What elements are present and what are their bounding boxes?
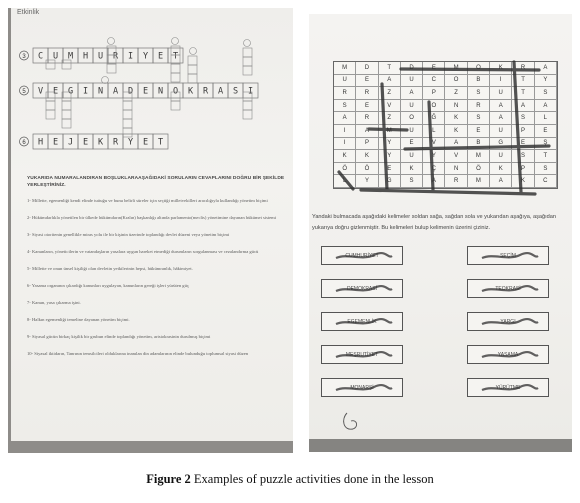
crossword-letter: H bbox=[82, 51, 89, 62]
word-label: SEÇİM bbox=[500, 252, 516, 259]
grid-letter: M bbox=[445, 62, 467, 75]
grid-letter: A bbox=[490, 112, 512, 125]
grid-letter: A bbox=[423, 175, 445, 188]
grid-letter: U bbox=[490, 87, 512, 100]
grid-letter: L bbox=[535, 112, 557, 125]
grid-letter: R bbox=[445, 175, 467, 188]
grid-letter: C bbox=[423, 75, 445, 88]
word-box bbox=[321, 345, 403, 364]
grid-letter: R bbox=[356, 112, 378, 125]
grid-letter: O bbox=[445, 75, 467, 88]
grid-letter: L bbox=[423, 125, 445, 138]
grid-letter: P bbox=[512, 163, 534, 176]
clue-number: 5 bbox=[22, 88, 26, 95]
grid-letter: E bbox=[356, 75, 378, 88]
grid-letter: K bbox=[334, 150, 356, 163]
grid-letter: A bbox=[535, 62, 557, 75]
crossword-letter: S bbox=[232, 86, 239, 97]
grid-letter: A bbox=[512, 100, 534, 113]
grid-letter: I bbox=[334, 125, 356, 138]
crossword-letter: J bbox=[67, 137, 74, 148]
grid-letter: S bbox=[535, 163, 557, 176]
grid-letter: O bbox=[401, 112, 423, 125]
grid-letter: S bbox=[334, 100, 356, 113]
grid-letter: V bbox=[445, 150, 467, 163]
word-label: YASAMA bbox=[497, 351, 519, 358]
grid-letter: R bbox=[356, 87, 378, 100]
grid-letter: P bbox=[423, 87, 445, 100]
word-label: MEŞRUTİYET bbox=[345, 351, 379, 358]
grid-letter: R bbox=[512, 62, 534, 75]
crossword-letter: I bbox=[127, 51, 134, 62]
grid-letter: G bbox=[490, 138, 512, 151]
crossword-letter: E bbox=[157, 51, 164, 62]
grid-letter: E bbox=[535, 125, 557, 138]
question-item: 7- Kanun, yasa çıkarma işini. bbox=[27, 300, 81, 305]
figure-caption bbox=[0, 472, 580, 487]
clue-number: 6 bbox=[22, 139, 26, 146]
word-box bbox=[467, 312, 549, 331]
word-search-instructions: Yandaki bulmacada aşağıdaki kelimeler soldan sağa, sağdan sola ve yukarıdan aşağıya, aşağıdan yukarıya doğru gizlenmiştir. Bu kelimeleri bulup kelimenin üzerini çiziniz. bbox=[312, 214, 557, 231]
word-label: YÜRÜTME bbox=[495, 384, 521, 391]
crossword-letter: C bbox=[37, 51, 44, 62]
grid-letter: E bbox=[401, 138, 423, 151]
grid-letter: M bbox=[468, 150, 490, 163]
grid-letter: B bbox=[468, 75, 490, 88]
grid-letter: P bbox=[512, 125, 534, 138]
grid-letter: R bbox=[334, 87, 356, 100]
grid-letter: Ö bbox=[356, 163, 378, 176]
grid-letter: O bbox=[423, 100, 445, 113]
crossword-letter: N bbox=[157, 86, 164, 97]
grid-letter: A bbox=[334, 112, 356, 125]
grid-letter: O bbox=[468, 62, 490, 75]
grid-letter: D bbox=[356, 62, 378, 75]
word-label: MONARŞİ bbox=[350, 384, 374, 391]
grid-letter: E bbox=[379, 163, 401, 176]
word-label: EGEMENLİK bbox=[347, 318, 377, 325]
grid-letter: S bbox=[468, 87, 490, 100]
word-label: TEOKRASİ bbox=[495, 285, 521, 292]
grid-letter: S bbox=[535, 87, 557, 100]
word-box bbox=[321, 312, 403, 331]
grid-letter: A bbox=[535, 100, 557, 113]
grid-letter: K bbox=[445, 112, 467, 125]
pencil-mark bbox=[339, 409, 379, 437]
grid-letter: B bbox=[468, 138, 490, 151]
grid-letter: M bbox=[379, 125, 401, 138]
grid-letter: S bbox=[512, 112, 534, 125]
grid-letter: Ö bbox=[334, 163, 356, 176]
crossword-letter: T bbox=[172, 51, 179, 62]
crossword-letter: D bbox=[127, 86, 134, 97]
grid-letter: K bbox=[401, 163, 423, 176]
grid-letter: Y bbox=[379, 138, 401, 151]
grid-letter: N bbox=[445, 163, 467, 176]
word-box bbox=[467, 246, 549, 265]
grid-letter: I bbox=[490, 75, 512, 88]
crossword-letter: R bbox=[112, 51, 119, 62]
grid-letter: M bbox=[468, 175, 490, 188]
clue-number: 3 bbox=[22, 53, 26, 60]
grid-letter: U bbox=[334, 75, 356, 88]
grid-letter: Ğ bbox=[423, 112, 445, 125]
grid-letter: Ş bbox=[535, 138, 557, 151]
grid-letter: V bbox=[423, 138, 445, 151]
crossword-letter: E bbox=[52, 86, 59, 97]
grid-letter: G bbox=[379, 175, 401, 188]
grid-letter: Ö bbox=[468, 163, 490, 176]
crossword-letter: V bbox=[37, 86, 44, 97]
crossword-letter: T bbox=[157, 137, 164, 148]
grid-letter: A bbox=[356, 125, 378, 138]
grid-letter: U bbox=[401, 75, 423, 88]
word-box bbox=[321, 378, 403, 397]
grid-letter: Z bbox=[445, 87, 467, 100]
crossword-letter: R bbox=[202, 86, 209, 97]
figure-label: Figure 2 bbox=[146, 472, 191, 486]
word-box bbox=[321, 246, 403, 265]
question-list bbox=[27, 198, 289, 368]
grid-letter: Ç bbox=[423, 163, 445, 176]
grid-letter: K bbox=[356, 150, 378, 163]
crossword-letter: A bbox=[112, 86, 119, 97]
grid-letter: K bbox=[490, 62, 512, 75]
word-box bbox=[321, 279, 403, 298]
grid-letter: U bbox=[401, 150, 423, 163]
grid-letter: K bbox=[512, 175, 534, 188]
question-item: 8- Halkın egemenliği temeline dayanan yönetim biçimi. bbox=[27, 317, 130, 322]
crossword-letter: U bbox=[52, 51, 59, 62]
crossword-letter: Y bbox=[127, 137, 134, 148]
grid-letter: E bbox=[356, 100, 378, 113]
grid-letter: C bbox=[535, 175, 557, 188]
crossword-letter: E bbox=[52, 137, 59, 148]
grid-letter: U bbox=[401, 100, 423, 113]
question-item: 10- Siyasal iktidarın, Tanrının temsilcileri olduklarına inanılan din adamlarının elinde bulunduğu toplumsal siyasi düzen bbox=[27, 351, 249, 356]
crossword-letter: K bbox=[97, 137, 104, 148]
question-item: 6- Yasama organının çıkardığı kanunları uygulayan, kanunların gereği işleri yürüten güç bbox=[27, 283, 189, 288]
question-item: 5- Millette ve onun ünsel kişiliği olan devletin yetkilerinin hepsi, hükümranlık, hâkimiyet. bbox=[27, 266, 193, 271]
grid-letter: T bbox=[512, 75, 534, 88]
worksheet-corner-text: Etkinlik bbox=[17, 9, 40, 16]
grid-letter: A bbox=[401, 87, 423, 100]
word-box bbox=[467, 345, 549, 364]
grid-letter: M bbox=[334, 62, 356, 75]
grid-letter: Z bbox=[379, 112, 401, 125]
grid-letter: A bbox=[379, 75, 401, 88]
grid-letter: V bbox=[379, 100, 401, 113]
word-box bbox=[467, 279, 549, 298]
crossword-letter: N bbox=[97, 86, 104, 97]
grid-letter: S bbox=[512, 150, 534, 163]
word-search-worksheet bbox=[309, 14, 572, 439]
crossword-letter: O bbox=[172, 86, 179, 97]
grid-letter: U bbox=[490, 125, 512, 138]
grid-letter: Z bbox=[379, 87, 401, 100]
grid-letter: R bbox=[468, 100, 490, 113]
grid-letter: N bbox=[445, 100, 467, 113]
crossword-letter: E bbox=[82, 137, 89, 148]
question-item: 9- Siyasal gücün birkaç kişilik bir grubun elinde toplandığı yönetim, aristokrasinin durulmuş biçimi bbox=[27, 334, 211, 339]
grid-letter: D bbox=[401, 62, 423, 75]
grid-letter: E bbox=[423, 62, 445, 75]
figure-caption-text: Examples of puzzle activities done in the lesson bbox=[193, 472, 434, 486]
crossword-letter: K bbox=[187, 86, 194, 97]
question-item: 1- Millette, egemenliği kendi elinde tuttuğu ve bunu belirli süreler için seçtiği milletvekilleri aracılığıyla kullandığı yönetim biçimi bbox=[27, 198, 268, 203]
grid-letter: A bbox=[490, 175, 512, 188]
grid-letter: S bbox=[401, 175, 423, 188]
crossword-letter: R bbox=[112, 137, 119, 148]
grid-letter: U bbox=[490, 150, 512, 163]
grid-letter: A bbox=[445, 138, 467, 151]
grid-letter: U bbox=[401, 125, 423, 138]
grid-letter: A bbox=[490, 100, 512, 113]
question-item: 2- Hükümdarlıkla yönetilen bir ülkede hükümdarın(Kralın) başkanlığı altında parlamento(meclis) yönetimine dayanan hükümet sistemi bbox=[27, 215, 277, 220]
grid-letter: T bbox=[379, 62, 401, 75]
grid-letter: S bbox=[468, 112, 490, 125]
grid-letter: T bbox=[535, 150, 557, 163]
grid-letter: E bbox=[468, 125, 490, 138]
crossword-letter: U bbox=[97, 51, 104, 62]
grid-letter: Y bbox=[423, 150, 445, 163]
grid-letter: L bbox=[334, 175, 356, 188]
crossword-worksheet-photo bbox=[8, 8, 293, 453]
crossword-letter: A bbox=[217, 86, 224, 97]
word-box bbox=[467, 378, 549, 397]
grid-letter: T bbox=[512, 87, 534, 100]
grid-letter: E bbox=[512, 138, 534, 151]
crossword-grid bbox=[11, 8, 293, 168]
crossword-letter: E bbox=[142, 86, 149, 97]
word-search-grid bbox=[333, 61, 558, 189]
word-label: CUMHURİYET bbox=[345, 252, 379, 259]
question-item: 4- Kanunların, yöneticilerin ve vatandaşların yasalara uygun hareket etmediği durumların sorgulanması ve cezalandırma gücü bbox=[27, 249, 259, 254]
word-label: YARGI bbox=[500, 318, 516, 325]
crossword-letter: H bbox=[37, 137, 44, 148]
crossword-letter: I bbox=[82, 86, 89, 97]
grid-letter: K bbox=[445, 125, 467, 138]
crossword-letter: Y bbox=[142, 51, 149, 62]
crossword-worksheet bbox=[11, 8, 293, 441]
word-search-worksheet-photo bbox=[309, 14, 572, 452]
crossword-letter: E bbox=[142, 137, 149, 148]
grid-letter: P bbox=[356, 138, 378, 151]
grid-letter: I bbox=[334, 138, 356, 151]
grid-letter: Y bbox=[535, 75, 557, 88]
word-label: DEMOKRASİ bbox=[346, 285, 377, 292]
grid-letter: Y bbox=[356, 175, 378, 188]
crossword-letter: M bbox=[67, 51, 74, 62]
grid-letter: K bbox=[490, 163, 512, 176]
crossword-letter: I bbox=[247, 86, 254, 97]
crossword-letter: G bbox=[67, 86, 74, 97]
grid-letter: Y bbox=[379, 150, 401, 163]
worksheet-heading: YUKARIDA NUMARALANDIRAN BOŞLUKLARAAŞAĞIDAKİ SORULARIN CEVAPLARINI DOĞRU BİR ŞEKİLDE YERLEŞTİRİNİZ. bbox=[27, 176, 285, 188]
question-item: 3- Siyasi otoritenin genellikle miras yolu ile bir kişinin üzerinde toplandığı devlet düzeni veya yönetim biçimi bbox=[27, 232, 230, 237]
